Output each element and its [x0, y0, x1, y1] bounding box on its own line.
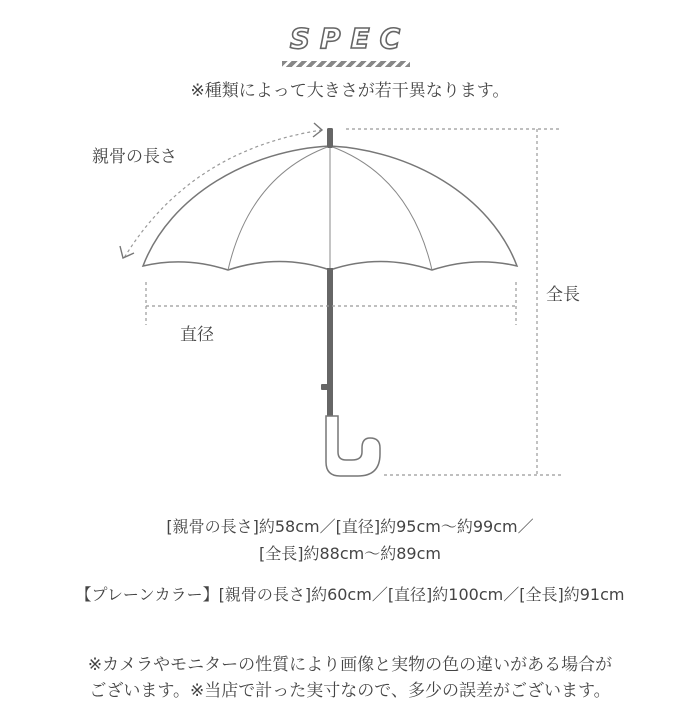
umbrella-tip	[327, 128, 333, 148]
plain-color-spec: 【プレーンカラー】[親骨の長さ]約60cm／[直径]約100cm／[全長]約91cm	[75, 585, 625, 604]
umbrella-button	[321, 384, 328, 390]
disclaimer-line-2: ございます。※当店で計った実寸なので、多少の誤差がございます。	[89, 681, 611, 701]
total-length-label: 全長	[546, 285, 580, 305]
spec-title: SPEC	[289, 22, 411, 55]
diameter-label: 直径	[180, 325, 214, 345]
umbrella-shaft	[327, 268, 333, 416]
size-variation-note: ※種類によって大きさが若干異なります。	[190, 81, 510, 101]
umbrella-handle	[326, 416, 380, 476]
spec-line-1: [親骨の長さ]約58cm／[直径]約95cm〜約99cm／	[166, 517, 534, 536]
disclaimer-line-1: ※カメラやモニターの性質により画像と実物の色の違いがある場合が	[87, 655, 613, 675]
rib-arrow-bottom-icon	[120, 246, 134, 258]
spec-line-2: [全長]約88cm〜約89cm	[259, 544, 441, 563]
rib-length-label: 親骨の長さ	[92, 147, 177, 167]
